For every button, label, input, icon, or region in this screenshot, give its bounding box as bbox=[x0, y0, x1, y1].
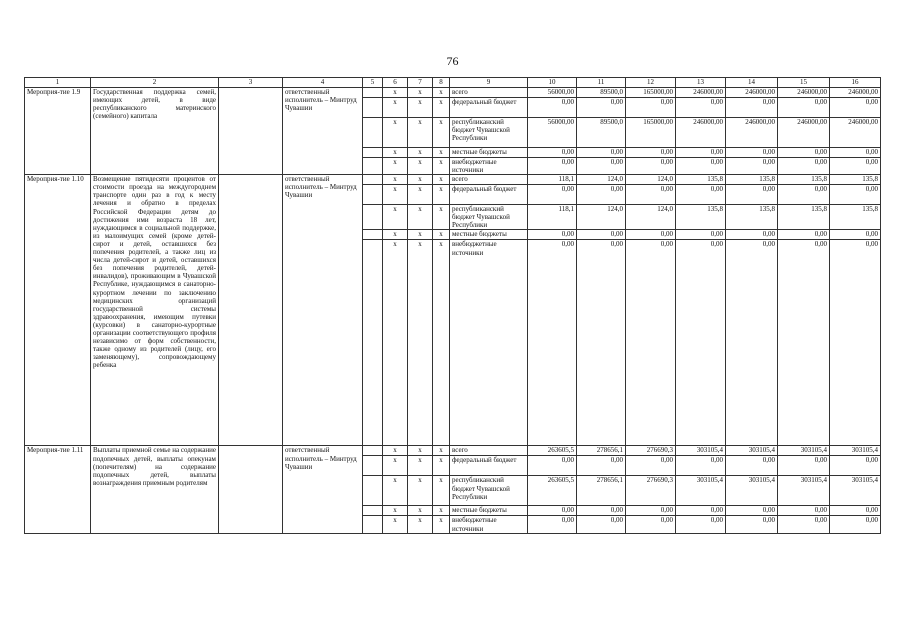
empty-cell bbox=[363, 118, 383, 148]
value-cell: 0,00 bbox=[528, 240, 577, 446]
header-cell: 16 bbox=[830, 78, 881, 88]
empty-cell bbox=[219, 446, 283, 533]
value-cell: 0,00 bbox=[726, 230, 778, 240]
funding-source: местные бюджеты bbox=[450, 148, 528, 158]
funding-source: внебюджетные источники bbox=[450, 516, 528, 533]
value-cell: 165000,00 bbox=[626, 88, 676, 98]
funding-source: местные бюджеты bbox=[450, 506, 528, 516]
code-cell: x bbox=[408, 476, 433, 506]
value-cell: 0,00 bbox=[577, 185, 626, 205]
header-cell: 3 bbox=[219, 78, 283, 88]
value-cell: 0,00 bbox=[577, 158, 626, 175]
value-cell: 0,00 bbox=[778, 148, 830, 158]
value-cell: 303105,4 bbox=[778, 476, 830, 506]
value-cell: 246000,00 bbox=[676, 88, 726, 98]
value-cell: 0,00 bbox=[830, 506, 881, 516]
empty-cell bbox=[363, 148, 383, 158]
header-row bbox=[25, 78, 881, 88]
code-cell: x bbox=[433, 98, 450, 118]
funding-source: местные бюджеты bbox=[450, 230, 528, 240]
value-cell: 303105,4 bbox=[676, 446, 726, 456]
code-cell: x bbox=[433, 118, 450, 148]
value-cell: 303105,4 bbox=[830, 446, 881, 456]
code-cell: x bbox=[408, 205, 433, 230]
value-cell: 263605,5 bbox=[528, 446, 577, 456]
empty-cell bbox=[219, 88, 283, 175]
header-cell: 2 bbox=[91, 78, 219, 88]
value-cell: 0,00 bbox=[626, 98, 676, 118]
funding-source: федеральный бюджет bbox=[450, 456, 528, 476]
code-cell: x bbox=[408, 175, 433, 185]
value-cell: 118,1 bbox=[528, 175, 577, 185]
code-cell: x bbox=[433, 446, 450, 456]
empty-cell bbox=[363, 205, 383, 230]
value-cell: 278656,1 bbox=[577, 476, 626, 506]
code-cell: x bbox=[408, 98, 433, 118]
header-cell: 14 bbox=[726, 78, 778, 88]
code-cell: x bbox=[383, 230, 408, 240]
code-cell: x bbox=[408, 456, 433, 476]
empty-cell bbox=[363, 506, 383, 516]
value-cell: 0,00 bbox=[726, 240, 778, 446]
code-cell: x bbox=[383, 148, 408, 158]
value-cell: 89500,0 bbox=[577, 118, 626, 148]
funding-source: республиканский бюджет Чувашской Республики bbox=[450, 118, 528, 148]
code-cell: x bbox=[433, 516, 450, 533]
code-cell: x bbox=[408, 446, 433, 456]
empty-cell bbox=[363, 456, 383, 476]
empty-cell bbox=[363, 185, 383, 205]
value-cell: 0,00 bbox=[830, 185, 881, 205]
value-cell: 0,00 bbox=[726, 516, 778, 533]
code-cell: x bbox=[433, 230, 450, 240]
responsible-executor: ответственный исполнитель – Минтруд Чувашии bbox=[283, 88, 363, 175]
value-cell: 0,00 bbox=[528, 98, 577, 118]
value-cell: 0,00 bbox=[626, 506, 676, 516]
code-cell: x bbox=[408, 185, 433, 205]
empty-cell bbox=[219, 175, 283, 446]
value-cell: 276690,3 bbox=[626, 476, 676, 506]
value-cell: 0,00 bbox=[626, 230, 676, 240]
table-row bbox=[25, 446, 881, 456]
value-cell: 246000,00 bbox=[726, 118, 778, 148]
value-cell: 0,00 bbox=[830, 148, 881, 158]
value-cell: 0,00 bbox=[830, 98, 881, 118]
value-cell: 303105,4 bbox=[726, 446, 778, 456]
empty-cell bbox=[363, 98, 383, 118]
funding-source: республиканский бюджет Чувашской Республики bbox=[450, 476, 528, 506]
value-cell: 0,00 bbox=[778, 98, 830, 118]
value-cell: 0,00 bbox=[726, 185, 778, 205]
value-cell: 0,00 bbox=[676, 158, 726, 175]
value-cell: 0,00 bbox=[626, 456, 676, 476]
code-cell: x bbox=[408, 230, 433, 240]
code-cell: x bbox=[433, 158, 450, 175]
value-cell: 0,00 bbox=[676, 148, 726, 158]
value-cell: 0,00 bbox=[528, 158, 577, 175]
code-cell: x bbox=[433, 185, 450, 205]
value-cell: 0,00 bbox=[577, 148, 626, 158]
value-cell: 124,0 bbox=[626, 205, 676, 230]
funding-source: всего bbox=[450, 88, 528, 98]
funding-source: внебюджетные источники bbox=[450, 158, 528, 175]
header-cell: 15 bbox=[778, 78, 830, 88]
code-cell: x bbox=[383, 506, 408, 516]
measure-code: Мероприя-тие 1.9 bbox=[25, 88, 91, 175]
responsible-executor: ответственный исполнитель – Минтруд Чувашии bbox=[283, 446, 363, 533]
value-cell: 303105,4 bbox=[778, 446, 830, 456]
value-cell: 0,00 bbox=[528, 185, 577, 205]
value-cell: 89500,0 bbox=[577, 88, 626, 98]
code-cell: x bbox=[383, 476, 408, 506]
value-cell: 0,00 bbox=[528, 230, 577, 240]
value-cell: 246000,00 bbox=[726, 88, 778, 98]
value-cell: 0,00 bbox=[626, 185, 676, 205]
value-cell: 0,00 bbox=[676, 240, 726, 446]
code-cell: x bbox=[383, 158, 408, 175]
code-cell: x bbox=[433, 476, 450, 506]
value-cell: 0,00 bbox=[778, 158, 830, 175]
code-cell: x bbox=[383, 98, 408, 118]
value-cell: 0,00 bbox=[830, 230, 881, 240]
header-cell: 5 bbox=[363, 78, 383, 88]
empty-cell bbox=[363, 446, 383, 456]
value-cell: 0,00 bbox=[676, 456, 726, 476]
value-cell: 0,00 bbox=[528, 506, 577, 516]
value-cell: 0,00 bbox=[778, 506, 830, 516]
table-row bbox=[25, 175, 881, 185]
code-cell: x bbox=[408, 158, 433, 175]
code-cell: x bbox=[383, 175, 408, 185]
value-cell: 0,00 bbox=[830, 516, 881, 533]
code-cell: x bbox=[433, 506, 450, 516]
value-cell: 0,00 bbox=[577, 98, 626, 118]
value-cell: 124,0 bbox=[577, 205, 626, 230]
page-number: 76 bbox=[446, 54, 459, 68]
funding-source: федеральный бюджет bbox=[450, 185, 528, 205]
measure-code: Мероприя-тие 1.10 bbox=[25, 175, 91, 446]
measure-description: Государственная поддержка семей, имеющих детей, в виде республиканского материнского (семейного) капитала bbox=[91, 88, 219, 175]
value-cell: 276690,3 bbox=[626, 446, 676, 456]
code-cell: x bbox=[408, 506, 433, 516]
value-cell: 135,8 bbox=[830, 175, 881, 185]
budget-table bbox=[24, 77, 881, 534]
value-cell: 56000,00 bbox=[528, 118, 577, 148]
empty-cell bbox=[363, 158, 383, 175]
value-cell: 0,00 bbox=[778, 516, 830, 533]
value-cell: 0,00 bbox=[676, 516, 726, 533]
header-cell: 4 bbox=[283, 78, 363, 88]
code-cell: x bbox=[408, 148, 433, 158]
value-cell: 0,00 bbox=[626, 158, 676, 175]
empty-cell bbox=[363, 175, 383, 185]
measure-code: Мероприя-тие 1.11 bbox=[25, 446, 91, 533]
header-cell: 11 bbox=[577, 78, 626, 88]
value-cell: 0,00 bbox=[726, 506, 778, 516]
value-cell: 303105,4 bbox=[726, 476, 778, 506]
code-cell: x bbox=[433, 88, 450, 98]
value-cell: 165000,00 bbox=[626, 118, 676, 148]
code-cell: x bbox=[433, 205, 450, 230]
value-cell: 135,8 bbox=[726, 205, 778, 230]
code-cell: x bbox=[383, 205, 408, 230]
code-cell: x bbox=[383, 456, 408, 476]
funding-source: всего bbox=[450, 446, 528, 456]
value-cell: 0,00 bbox=[626, 240, 676, 446]
code-cell: x bbox=[383, 240, 408, 446]
value-cell: 0,00 bbox=[676, 185, 726, 205]
measure-description: Выплаты приемной семье на содержание подопечных детей, выплаты опекунам (попечителям) на содержание подопечных детей, выплаты вознаграждения приемным родителям bbox=[91, 446, 219, 533]
value-cell: 0,00 bbox=[577, 230, 626, 240]
empty-cell bbox=[363, 88, 383, 98]
code-cell: x bbox=[408, 88, 433, 98]
value-cell: 135,8 bbox=[676, 205, 726, 230]
value-cell: 0,00 bbox=[830, 240, 881, 446]
funding-source: внебюджетные источники bbox=[450, 240, 528, 446]
value-cell: 0,00 bbox=[778, 456, 830, 476]
value-cell: 278656,1 bbox=[577, 446, 626, 456]
value-cell: 0,00 bbox=[830, 456, 881, 476]
value-cell: 0,00 bbox=[726, 98, 778, 118]
value-cell: 0,00 bbox=[676, 98, 726, 118]
code-cell: x bbox=[383, 88, 408, 98]
code-cell: x bbox=[433, 175, 450, 185]
table-row bbox=[25, 88, 881, 98]
value-cell: 0,00 bbox=[676, 230, 726, 240]
header-cell: 8 bbox=[433, 78, 450, 88]
empty-cell bbox=[363, 476, 383, 506]
value-cell: 246000,00 bbox=[778, 88, 830, 98]
value-cell: 56000,00 bbox=[528, 88, 577, 98]
empty-cell bbox=[363, 240, 383, 446]
value-cell: 0,00 bbox=[528, 516, 577, 533]
code-cell: x bbox=[383, 516, 408, 533]
header-cell: 12 bbox=[626, 78, 676, 88]
responsible-executor: ответственный исполнитель – Минтруд Чувашии bbox=[283, 175, 363, 446]
value-cell: 0,00 bbox=[778, 240, 830, 446]
value-cell: 0,00 bbox=[528, 148, 577, 158]
value-cell: 303105,4 bbox=[676, 476, 726, 506]
value-cell: 0,00 bbox=[778, 230, 830, 240]
value-cell: 0,00 bbox=[676, 506, 726, 516]
value-cell: 0,00 bbox=[577, 506, 626, 516]
empty-cell bbox=[363, 516, 383, 533]
value-cell: 0,00 bbox=[726, 148, 778, 158]
header-cell: 1 bbox=[25, 78, 91, 88]
value-cell: 246000,00 bbox=[778, 118, 830, 148]
measure-description: Возмещение пятидесяти процентов от стоимости проезда на междугороднем транспорте один раз в год к месту лечения и обратно в пределах Российской Федерации детям до достижения ими возраста 18 лет, нуждающимся в социальной поддержке, из малоимущих семей (кроме детей-сирот и детей, оставшихся без попечения родителей, а также лиц из числа детей-сирот и детей, оставшихся без попечения родителей, детей-инвалидов), проживающим в Чувашской Республике, нуждающимся в санаторно-курортном лечении по заключению медицинских организаций государственной системы здравоохранения, имеющим путевки (курсовки) в санаторно-курортные организации соответствующего профиля независимо от форм собственности, также одному из родителей (лицу, его заменяющему), сопровождающему ребенка bbox=[91, 175, 219, 446]
value-cell: 135,8 bbox=[830, 205, 881, 230]
value-cell: 135,8 bbox=[676, 175, 726, 185]
code-cell: x bbox=[408, 516, 433, 533]
code-cell: x bbox=[383, 446, 408, 456]
value-cell: 0,00 bbox=[830, 158, 881, 175]
value-cell: 118,1 bbox=[528, 205, 577, 230]
value-cell: 0,00 bbox=[726, 456, 778, 476]
header-cell: 7 bbox=[408, 78, 433, 88]
value-cell: 246000,00 bbox=[830, 118, 881, 148]
value-cell: 0,00 bbox=[778, 185, 830, 205]
value-cell: 0,00 bbox=[626, 148, 676, 158]
value-cell: 263605,5 bbox=[528, 476, 577, 506]
value-cell: 0,00 bbox=[528, 456, 577, 476]
code-cell: x bbox=[433, 456, 450, 476]
value-cell: 0,00 bbox=[577, 456, 626, 476]
code-cell: x bbox=[408, 240, 433, 446]
value-cell: 124,0 bbox=[626, 175, 676, 185]
code-cell: x bbox=[383, 118, 408, 148]
header-cell: 10 bbox=[528, 78, 577, 88]
value-cell: 246000,00 bbox=[676, 118, 726, 148]
funding-source: всего bbox=[450, 175, 528, 185]
value-cell: 246000,00 bbox=[830, 88, 881, 98]
funding-source: республиканский бюджет Чувашской Республики bbox=[450, 205, 528, 230]
code-cell: x bbox=[433, 148, 450, 158]
code-cell: x bbox=[433, 240, 450, 446]
value-cell: 0,00 bbox=[577, 516, 626, 533]
value-cell: 124,0 bbox=[577, 175, 626, 185]
funding-source: федеральный бюджет bbox=[450, 98, 528, 118]
value-cell: 0,00 bbox=[577, 240, 626, 446]
code-cell: x bbox=[408, 118, 433, 148]
header-cell: 6 bbox=[383, 78, 408, 88]
value-cell: 135,8 bbox=[726, 175, 778, 185]
code-cell: x bbox=[383, 185, 408, 205]
header-cell: 13 bbox=[676, 78, 726, 88]
table-body bbox=[25, 78, 881, 534]
value-cell: 0,00 bbox=[626, 516, 676, 533]
empty-cell bbox=[363, 230, 383, 240]
value-cell: 303105,4 bbox=[830, 476, 881, 506]
value-cell: 0,00 bbox=[726, 158, 778, 175]
value-cell: 135,8 bbox=[778, 205, 830, 230]
value-cell: 135,8 bbox=[778, 175, 830, 185]
header-cell: 9 bbox=[450, 78, 528, 88]
